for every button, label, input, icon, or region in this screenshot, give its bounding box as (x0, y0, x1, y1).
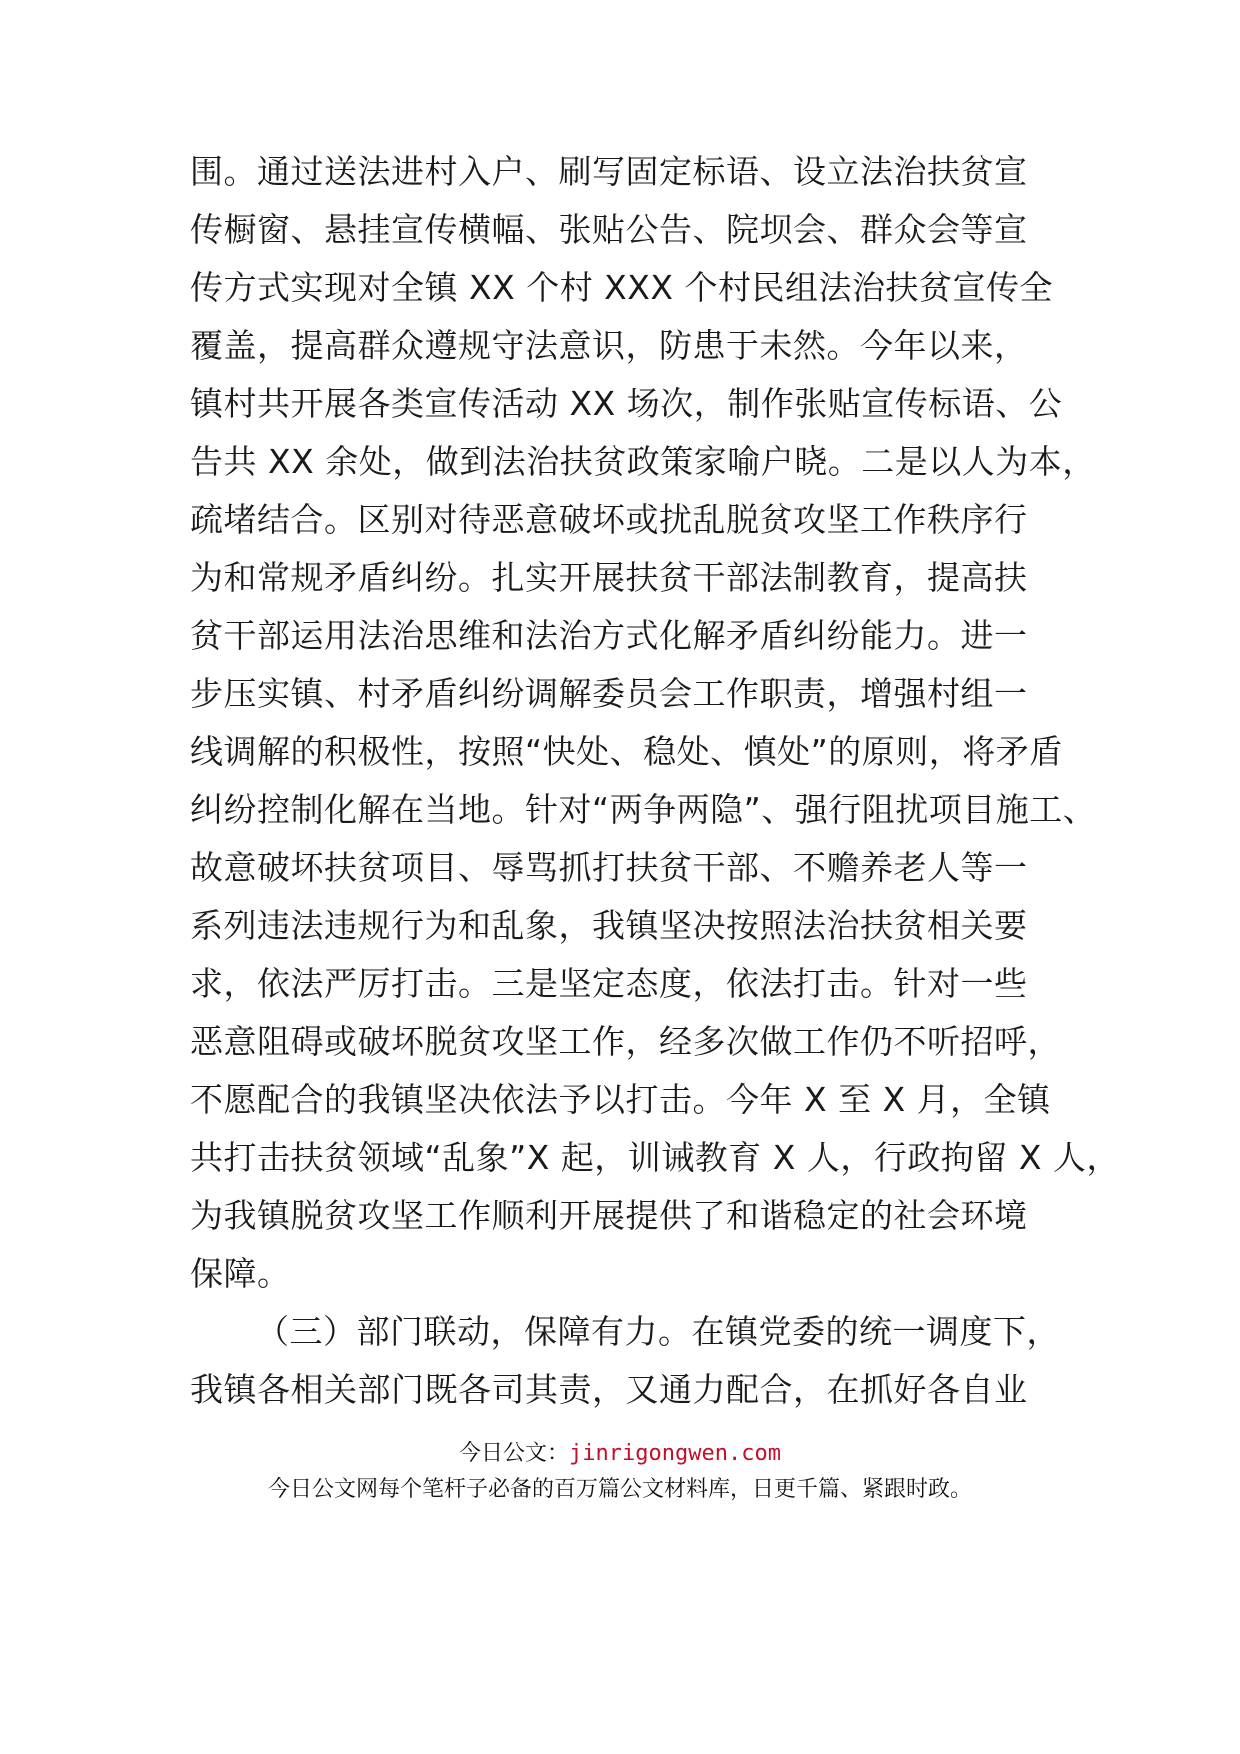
footer-tagline: 今日公文网每个笔杆子必备的百万篇公文材料库，日更千篇、紧跟时政。 (267, 1477, 972, 1502)
text-line: 保障。 (190, 1254, 291, 1293)
section-heading-line: （三）部门联动，保障有力。在镇党委的统一调度下， (256, 1312, 1060, 1351)
text-line: 告共 XX 余处，做到法治扶贫政策家喻户晓。二是以人为本， (190, 442, 1096, 481)
footer-prefix: 今日公文： (459, 1441, 570, 1466)
text-line: 镇村共开展各类宣传活动 XX 场次，制作张贴宣传标语、公 (190, 384, 1063, 423)
footer-url-link[interactable]: jinrigongwen.com (569, 1441, 781, 1466)
text-line: 围。通过送法进村入户、刷写固定标语、设立法治扶贫宣 (190, 152, 1028, 191)
text-line: 求，依法严厉打击。三是坚定态度，依法打击。针对一些 (190, 964, 1028, 1003)
text-line: 系列违法违规行为和乱象，我镇坚决按照法治扶贫相关要 (190, 906, 1028, 945)
text-line: 覆盖，提高群众遵规守法意识，防患于未然。今年以来， (190, 326, 1028, 365)
footer-site (0, 1440, 1240, 1468)
text-line: 疏堵结合。区别对待恶意破坏或扰乱脱贫攻坚工作秩序行 (190, 500, 1028, 539)
text-line: 为和常规矛盾纠纷。扎实开展扶贫干部法制教育，提高扶 (190, 558, 1028, 597)
text-line: 不愿配合的我镇坚决依法予以打击。今年 X 至 X 月，全镇 (190, 1080, 1051, 1119)
text-line: 共打击扶贫领域“乱象”X 起，训诫教育 X 人，行政拘留 X 人， (190, 1138, 1120, 1177)
text-line: 为我镇脱贫攻坚工作顺利开展提供了和谐稳定的社会环境 (190, 1196, 1028, 1235)
text-line: 线调解的积极性，按照“快处、稳处、慎处”的原则，将矛盾 (190, 732, 1063, 771)
text-line: 纠纷控制化解在当地。针对“两争两隐”、强行阻扰项目施工、 (190, 790, 1097, 829)
text-line: 我镇各相关部门既各司其责，又通力配合，在抓好各自业 (190, 1370, 1028, 1409)
text-line: 贫干部运用法治思维和法治方式化解矛盾纠纷能力。进一 (190, 616, 1028, 655)
text-line: 恶意阻碍或破坏脱贫攻坚工作，经多次做工作仍不听招呼， (190, 1022, 1061, 1061)
text-line: 传方式实现对全镇 XX 个村 XXX 个村民组法治扶贫宣传全 (190, 268, 1053, 307)
text-line: 故意破坏扶贫项目、辱骂抓打扶贫干部、不赡养老人等一 (190, 848, 1028, 887)
text-line: 步压实镇、村矛盾纠纷调解委员会工作职责，增强村组一 (190, 674, 1028, 713)
text-line: 传橱窗、悬挂宣传横幅、张贴公告、院坝会、群众会等宣 (190, 210, 1028, 249)
